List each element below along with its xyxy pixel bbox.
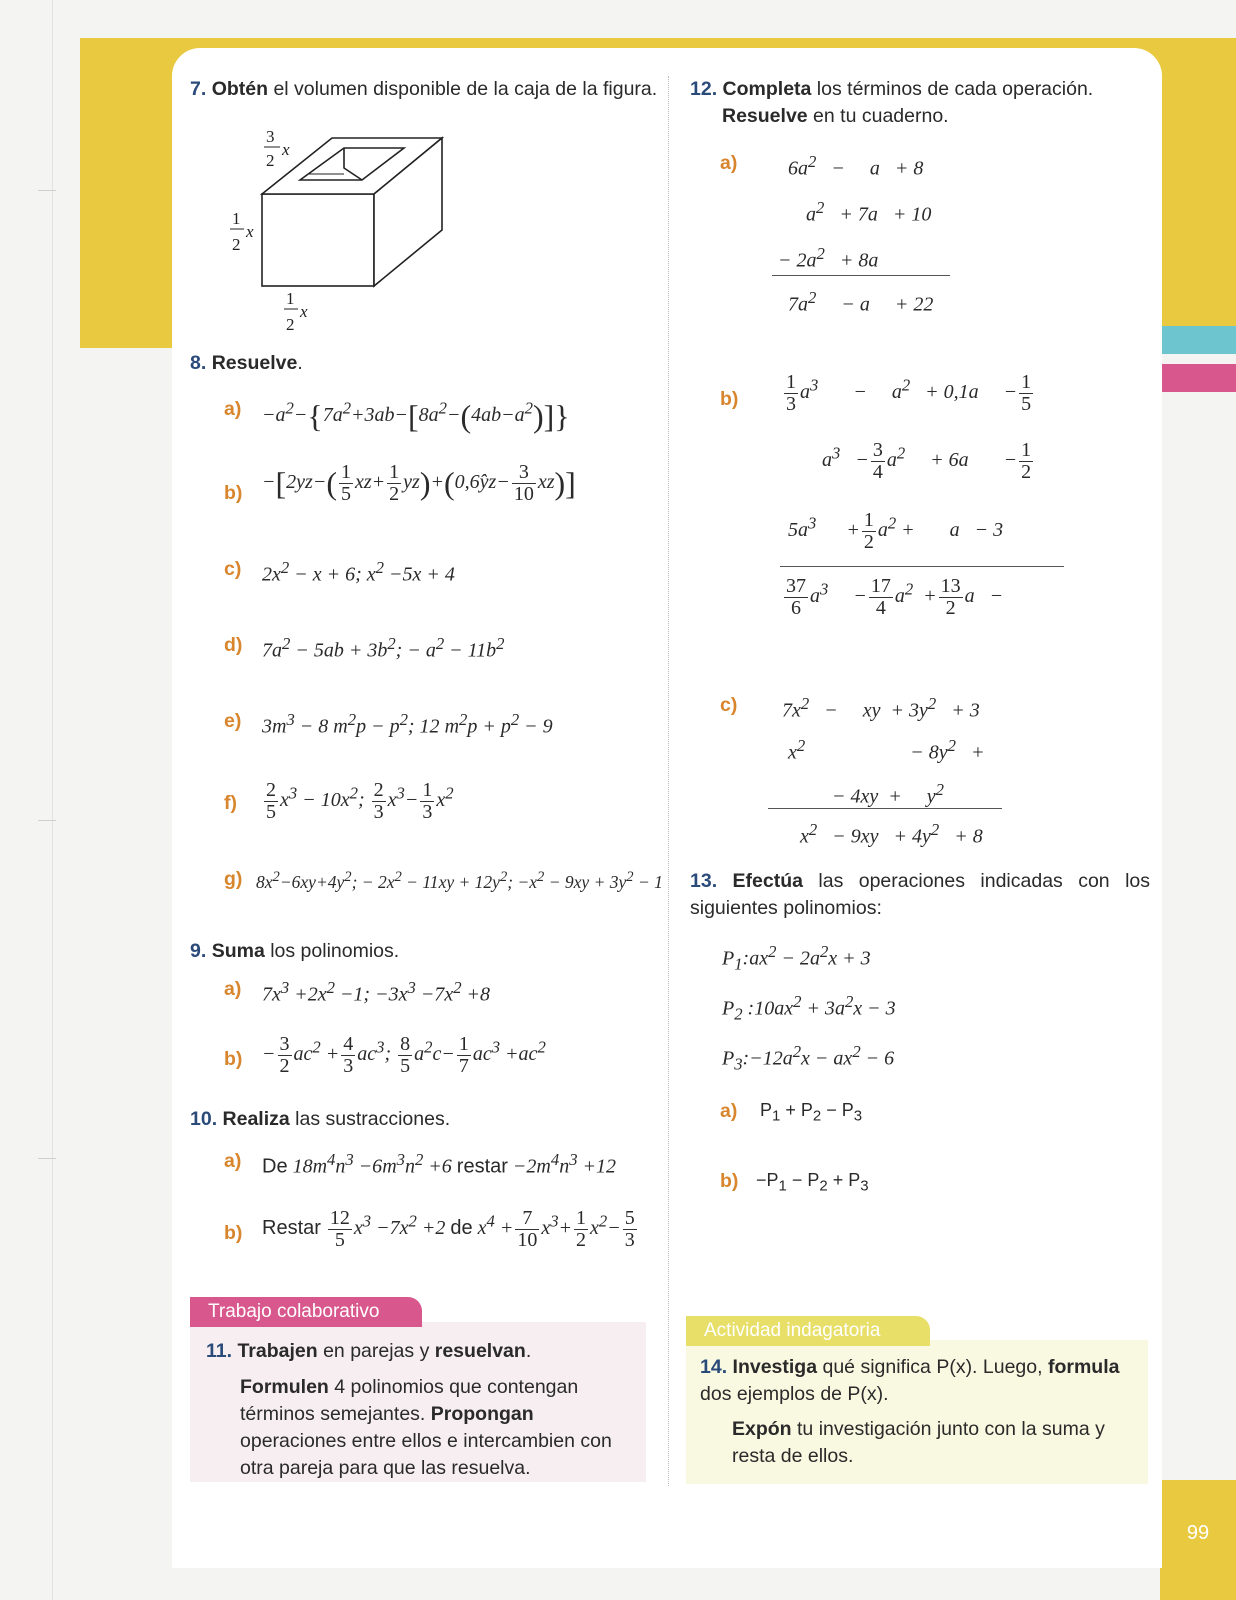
item-label: b) [720,388,739,410]
expr-12c-row3: − 4xy + $y^2$ [832,780,944,808]
expr-12a-row1: $6a^2$ − a + 8 [788,152,924,180]
expr-8a: $-a^2-\{7a^2+3ab-[8a^2-(4ab-a^2)]\}$ [262,398,570,434]
question-verb: Completa [722,78,812,100]
polynomial-p1: $P_1:ax^2 - 2a^2x + 3$ [722,942,871,974]
item-8e [224,710,241,733]
question-text: en tu cuaderno. [807,105,949,127]
question-text: . [525,1340,532,1362]
svg-text:x: x [246,222,254,241]
box-figure [220,118,460,348]
question-11 [206,1338,636,1365]
margin-tick [38,820,56,821]
item-label: b) [224,1222,243,1244]
margin-tick [38,1158,56,1159]
expr-8e: $3m^3 - 8$ $m^2p - p^2$; 12 $m^2p + p^2 - 9$ [262,710,553,738]
collaborative-tag: Trabajo colaborativo [190,1297,422,1327]
item-8d [224,634,242,657]
expr-12c-row2: $x^2$ − $8y^2$ + [788,736,985,764]
question-number: 7. [190,78,207,100]
item-13b [720,1170,738,1193]
item-8b [224,482,242,505]
question-number: 12. [690,78,718,100]
item-label: f) [224,792,237,814]
question-number: 10. [190,1108,218,1130]
question-verb: Resuelve [211,352,298,374]
question-text: operaciones entre ellos e intercambien con otra pareja para que las resuelva. [240,1430,612,1479]
word-de: De [262,1155,288,1178]
expr-12a-result: $7a^2$ − a + 22 [788,288,934,316]
item-8g [224,868,242,891]
column-divider [668,76,669,1486]
question-verb: Investiga [732,1356,818,1378]
question-verb: Suma [211,940,265,962]
expr-12a-row3: − $2a^2 + 8a$ [778,244,879,272]
item-label: a) [720,152,738,174]
polynomial-p3: $P_3:-12a^2x - ax^2 - 6$ [722,1042,895,1074]
teal-side-tab [1160,326,1236,354]
expr-12b-row1: $\frac{1}{3}$ $a^3$ − $a^2 + 0,1a$ − $\frac{1}{5}$ [786,371,1032,415]
item-label: c) [224,558,242,580]
item-12b [720,388,738,411]
item-label: a) [224,978,242,1000]
question-text: el volumen disponible de la caja de la figura. [268,78,658,100]
question-verb: Obtén [211,78,269,100]
item-label: b) [720,1170,739,1192]
svg-text:2: 2 [232,235,241,254]
expr-12b-result: $\frac{37}{6}$ $a^3$ − $\frac{17}{4}$ $a^2$ + $\frac{13}{2}$ a − [786,575,1004,619]
question-text: en parejas y [317,1340,435,1362]
expr-12b-row2: $a^3$ − $\frac{3}{4}$ $a^2$ + 6a − $\frac{1}{2}$ [822,439,1032,483]
expr-10a: De $18m^4n^3 -6m^3n^2 +6$ restar $-2m^4n^3 +12$ [262,1150,617,1178]
item-9a [224,978,241,1001]
question-number: 14. [700,1356,728,1378]
item-label: b) [224,1048,243,1070]
expr-12a-row2: $a^2 + 7a + 10$ [806,198,932,226]
item-8f [224,792,237,815]
question-number: 13. [690,870,718,892]
word-restar: restar [456,1155,508,1178]
expr-8g: $8x^2-6xy+4y^2$; − $2x^2 - 11xy + 12y^2$; $-x^2 - 9xy + 3y^2 - 1$ [256,869,663,892]
expr-12b-row3: $5a^3$ + $\frac{1}{2}$ $a^2$ + a − 3 [788,509,1004,553]
margin-tick [38,190,56,191]
item-label: d) [224,634,243,656]
question-verb: Realiza [222,1108,290,1130]
binding-margin-line [52,0,53,1600]
pink-side-tab [1160,364,1236,392]
svg-text:3: 3 [266,127,275,146]
expr-12c-result: $x^2 - 9xy + 4y^2 + 8$ [800,820,983,848]
svg-text:1: 1 [232,209,241,228]
expr-13a: $P_1 + P_2 - P_3$ [760,1100,863,1125]
question-12 [690,76,1150,130]
svg-text:1: 1 [286,289,295,308]
expr-8d: $7a^2 - 5ab + 3b^2$; − $a^2 - 11b^2$ [262,634,505,662]
question-7 [190,76,657,103]
item-8c [224,558,241,581]
item-12c [720,694,737,717]
word-de: de [450,1217,473,1240]
item-label: c) [720,694,738,716]
expr-9a: $7x^3 +2x^2 -1$; $-3x^3 -7x^2 +8$ [262,978,491,1006]
question-14 [700,1354,1136,1408]
expr-13b: $-P_1 - P_2 + P_3$ [756,1170,869,1195]
question-number: 11. [206,1340,233,1362]
item-9b [224,1048,242,1071]
expr-9b: − $\frac{3}{2}$ $ac^2$ + $\frac{4}{3}$ $ac^3$; $\frac{8}{5}$ $a^2c-$ $\frac{1}{7}$ $ac^3 +ac^2$ [262,1033,546,1077]
question-text: los términos de cada operación. [811,78,1094,100]
item-12a [720,152,737,175]
item-10a [224,1150,241,1173]
question-11-body [240,1374,636,1482]
question-verb: Expón [732,1418,792,1440]
expr-8c: $2x^2 - x + 6$; $x^2 -5x + 4$ [262,558,455,586]
polynomial-p2: $P_2$ $:10ax^2 + 3a^2x - 3$ [722,992,896,1024]
question-verb: Formulen [240,1376,329,1398]
question-text: los polinomios. [264,940,400,962]
question-verb: Efectúa [732,870,803,892]
svg-text:x: x [300,302,308,321]
sum-line [768,808,1002,809]
svg-text:2: 2 [266,151,275,170]
question-number: 8. [190,352,207,374]
question-verb: Propongan [430,1403,534,1425]
item-label: b) [224,482,243,504]
page-number: 99 [1186,1522,1210,1544]
item-13a [720,1100,737,1123]
question-text: las sustracciones. [289,1108,451,1130]
item-label: a) [720,1100,738,1122]
sum-line [772,275,950,276]
expr-8b: −[2yz−( $\frac{1}{5}$ xz+ $\frac{1}{2}$ yz)+(0,6̂yz− $\frac{3}{10}$ xz)] [262,461,576,505]
expr-12c-row1: $7x^2$ − xy + $3y^2 + 3$ [782,694,980,722]
item-label: a) [224,1150,242,1172]
question-number: 9. [190,940,207,962]
item-10b [224,1222,242,1245]
item-label: e) [224,710,242,732]
question-9 [190,938,399,965]
sum-line [780,566,1064,567]
expr-8f: $\frac{2}{5}$ $x^3 - 10x^2$; $\frac{2}{3}$ $x^3-$ $\frac{1}{3}$ $x^2$ [266,779,454,823]
research-activity-tag: Actividad indagatoria [686,1316,930,1346]
question-text: dos ejemplos de P(x). [700,1383,889,1405]
question-verb: resuelvan [434,1340,526,1362]
question-verb: Resuelve [722,105,808,127]
item-label: a) [224,398,242,420]
question-text: qué significa P(x). Luego, [817,1356,1048,1378]
svg-text:2: 2 [286,315,295,334]
svg-text:x: x [282,140,290,159]
question-text: 4 polinomios que contengan términos semejantes. [240,1376,579,1425]
question-13 [690,868,1150,922]
expr-10b: Restar $\frac{12}{5}$ $x^3 -7x^2 +2$ de $x^4$ + $\frac{7}{10}$ $x^3+$ $\frac{1}{2}$ $x^2-$ $\frac{5}{3}$ [262,1207,635,1251]
question-14-body [732,1416,1136,1470]
question-verb: Trabajen [237,1340,318,1362]
word-restar: Restar [262,1217,321,1240]
question-10 [190,1106,450,1133]
question-verb: formula [1047,1356,1120,1378]
item-label: g) [224,868,243,890]
question-text: . [297,352,303,374]
question-text: las operaciones indicadas con los siguientes polinomios: [690,870,1150,919]
question-8 [190,350,303,377]
item-8a [224,398,241,421]
question-text: tu investigación junto con la suma y resta de ellos. [732,1418,1105,1467]
